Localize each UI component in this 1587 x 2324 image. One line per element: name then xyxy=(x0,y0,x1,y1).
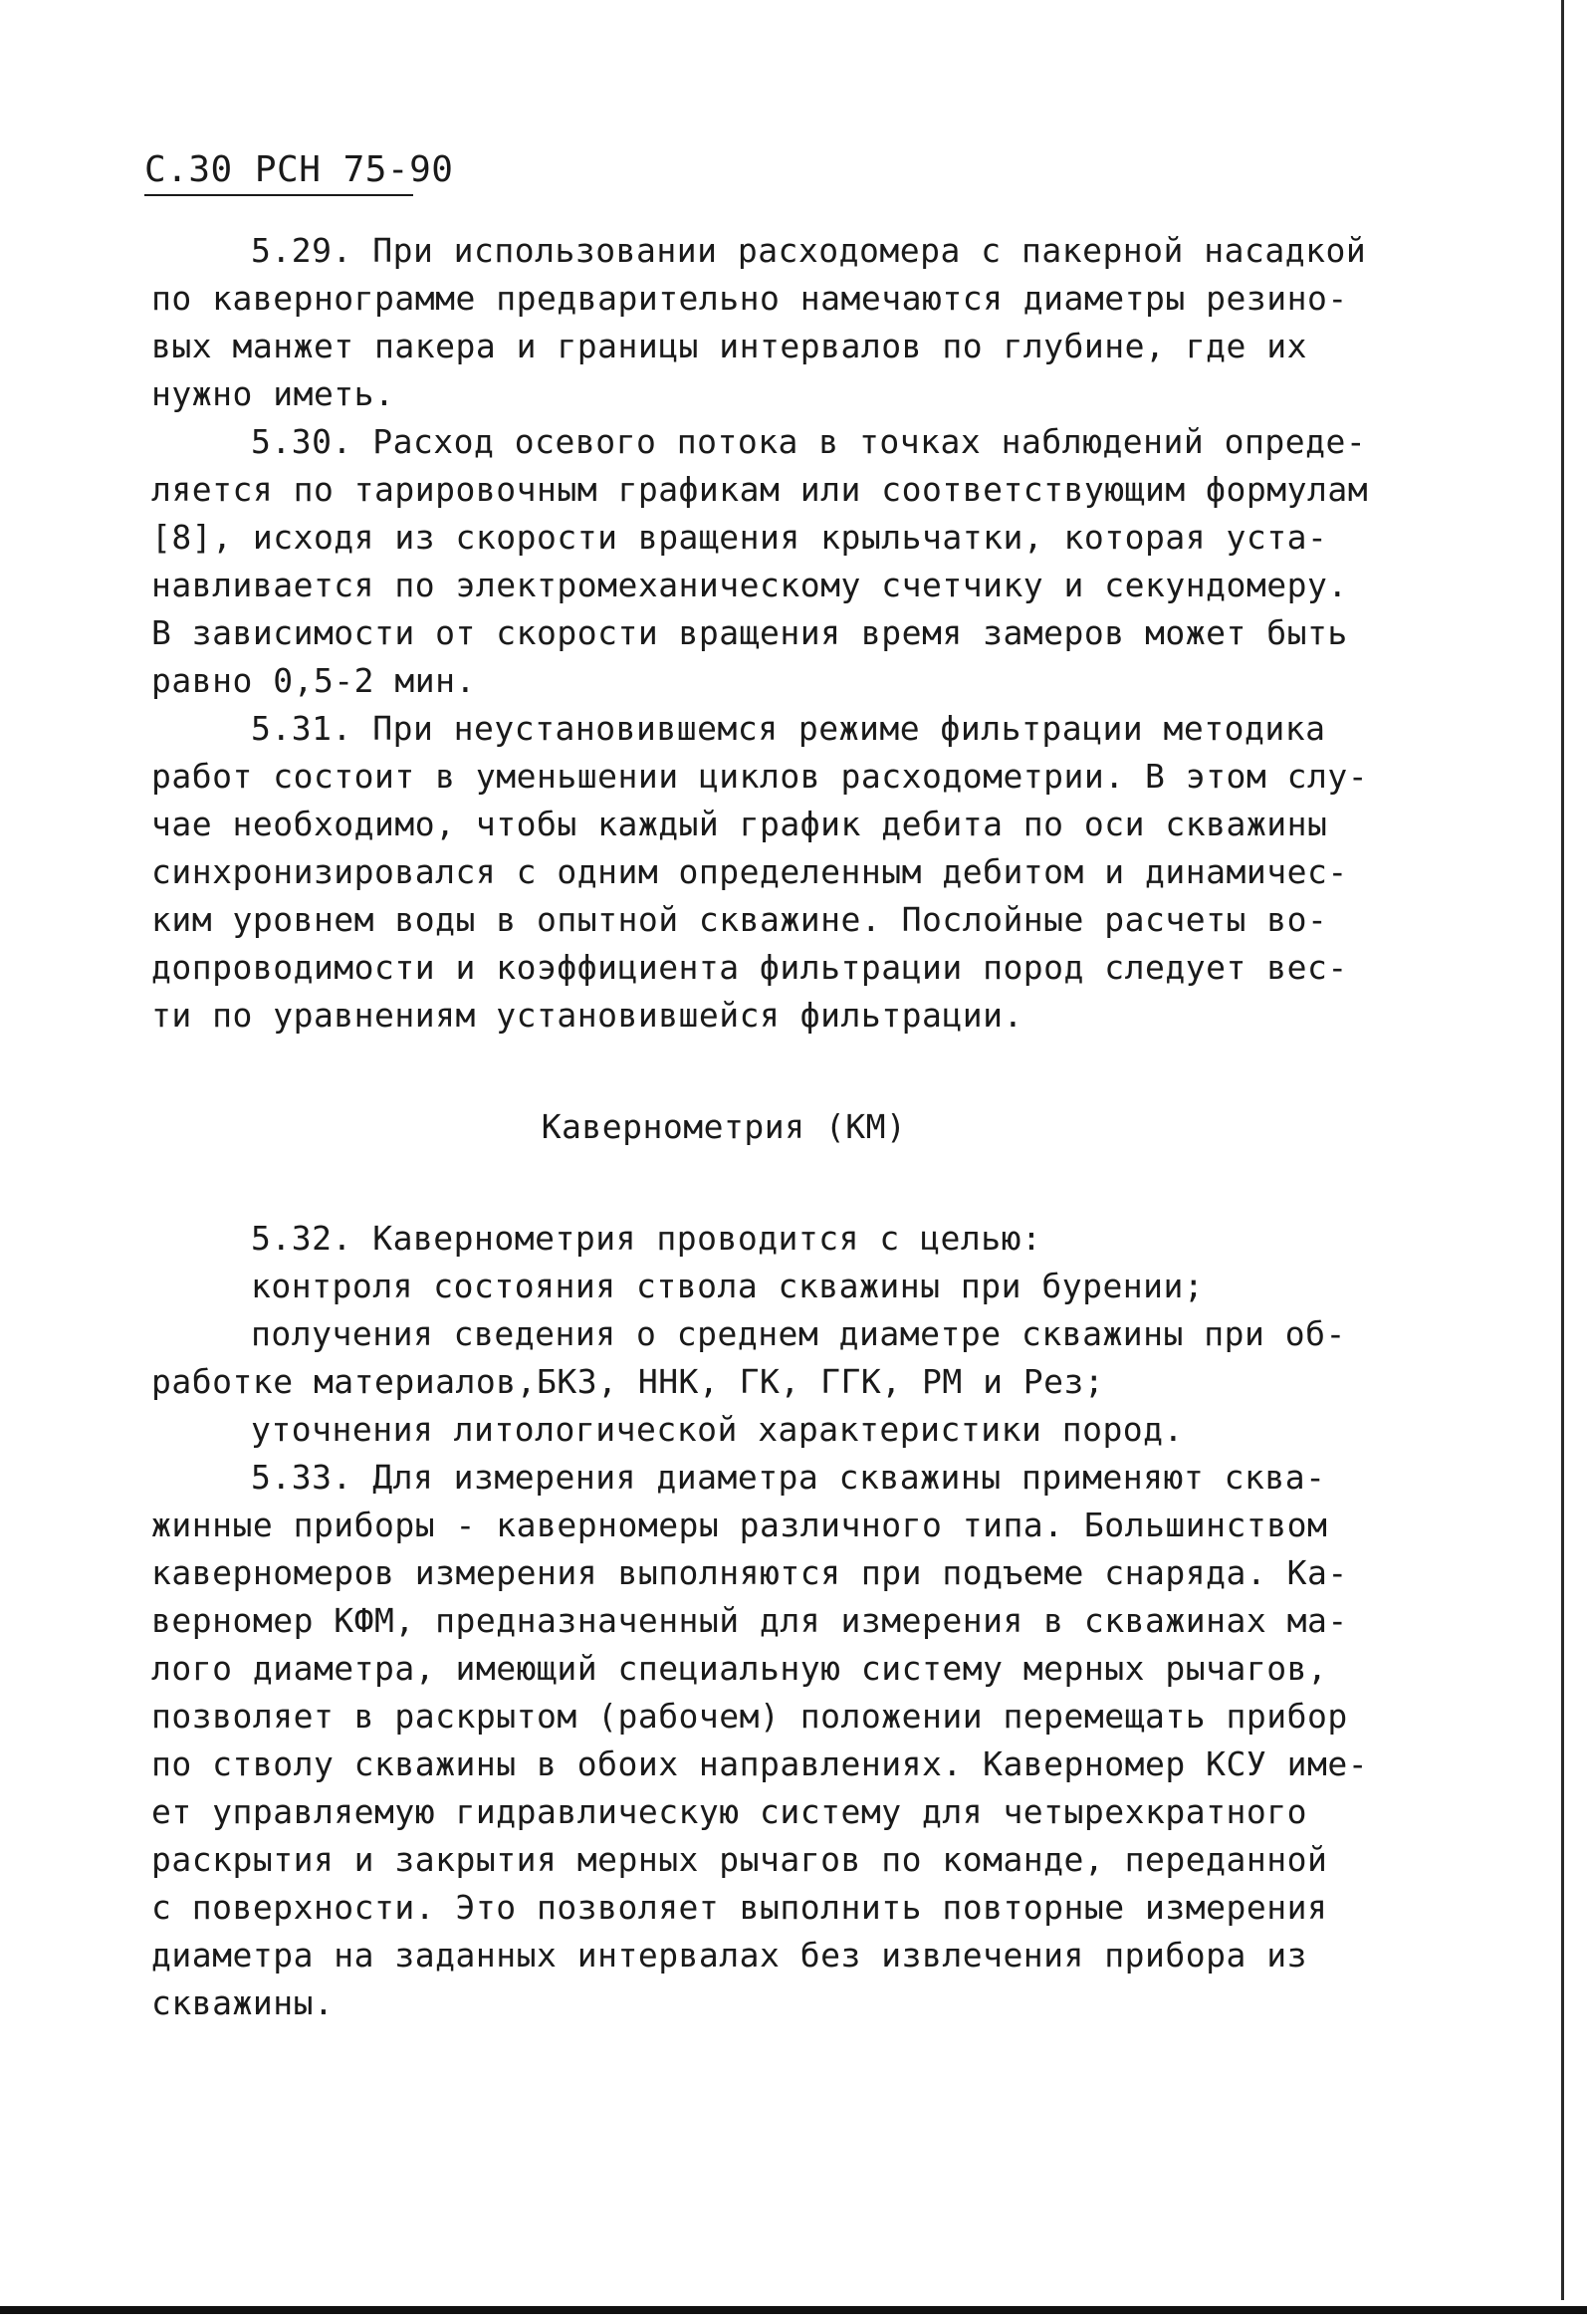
text-line: чае необходимо, чтобы каждый график дебита по оси скважины xyxy=(151,805,1328,843)
text-line: 5.32. Кавернометрия проводится с целью: xyxy=(251,1219,1042,1258)
text-line: диаметра на заданных интервалах без извлечения прибора из xyxy=(151,1936,1307,1975)
text-line: раскрытия и закрытия мерных рычагов по команде, переданной xyxy=(151,1840,1328,1879)
text-line: с поверхности. Это позволяет выполнить повторные измерения xyxy=(151,1888,1328,1927)
text-line: жинные приборы - каверномеры различного типа. Большинством xyxy=(151,1506,1328,1544)
text-line: равно 0,5-2 мин. xyxy=(151,661,476,700)
text-line: по стволу скважины в обоих направлениях. Каверномер КСУ име- xyxy=(151,1744,1369,1783)
right-margin-rule xyxy=(1561,0,1564,2300)
text-line: скважины. xyxy=(151,1983,335,2022)
text-line: вых манжет пакера и границы интервалов по глубине, где их xyxy=(151,327,1307,365)
spacer xyxy=(151,1040,1336,1103)
text-line: по кавернограмме предварительно намечаются диаметры резино- xyxy=(151,279,1348,318)
text-line: уточнения литологической характеристики пород. xyxy=(251,1410,1184,1449)
text-line: получения сведения о среднем диаметре скважины при об- xyxy=(251,1314,1346,1353)
text-line: навливается по электромеханическому счетчику и секундомеру. xyxy=(151,566,1348,604)
text-line: нужно иметь. xyxy=(151,374,395,413)
text-line: ляется по тарировочным графикам или соответствующим формулам xyxy=(151,470,1369,509)
spacer xyxy=(151,1151,1336,1215)
section-heading: Кавернометрия (КМ) xyxy=(541,1107,907,1146)
text-line: контроля состояния ствола скважины при бурении; xyxy=(251,1267,1205,1305)
text-line: допроводимости и коэффициента фильтрации пород следует вес- xyxy=(151,948,1348,987)
page-header: С.30 РСН 75-90 xyxy=(144,149,413,196)
text-line: синхронизировался с одним определенным дебитом и динамичес- xyxy=(151,852,1348,891)
text-line: 5.30. Расход осевого потока в точках наблюдений опреде- xyxy=(251,422,1367,461)
text-line: позволяет в раскрытом (рабочем) положении перемещать прибор xyxy=(151,1697,1348,1736)
text-line: каверномеров измерения выполняются при подъеме снаряда. Ка- xyxy=(151,1553,1348,1592)
text-line: ким уровнем воды в опытной скважине. Послойные расчеты во- xyxy=(151,900,1328,939)
text-line: [8], исходя из скорости вращения крыльчатки, которая уста- xyxy=(151,518,1328,557)
text-line: 5.31. При неустановившемся режиме фильтрации методика xyxy=(251,709,1326,748)
text-line: 5.33. Для измерения диаметра скважины применяют сква- xyxy=(251,1458,1326,1497)
document-body xyxy=(151,227,1369,2027)
text-line: верномер КФМ, предназначенный для измерения в скважинах ма- xyxy=(151,1601,1348,1640)
text-line: работке материалов,БКЗ, ННК, ГК, ГГК, РМ и Рез; xyxy=(151,1362,1105,1401)
text-line: ет управляемую гидравлическую систему для четырехкратного xyxy=(151,1792,1307,1831)
text-line: 5.29. При использовании расходомера с пакерной насадкой xyxy=(251,231,1367,270)
text-line: ти по уравнениям установившейся фильтрации. xyxy=(151,996,1023,1035)
text-line: лого диаметра, имеющий специальную систему мерных рычагов, xyxy=(151,1649,1328,1688)
text-line: В зависимости от скорости вращения время замеров может быть xyxy=(151,613,1348,652)
text-line: работ состоит в уменьшении циклов расходометрии. В этом слу- xyxy=(151,757,1369,796)
bottom-rule xyxy=(0,2306,1587,2314)
